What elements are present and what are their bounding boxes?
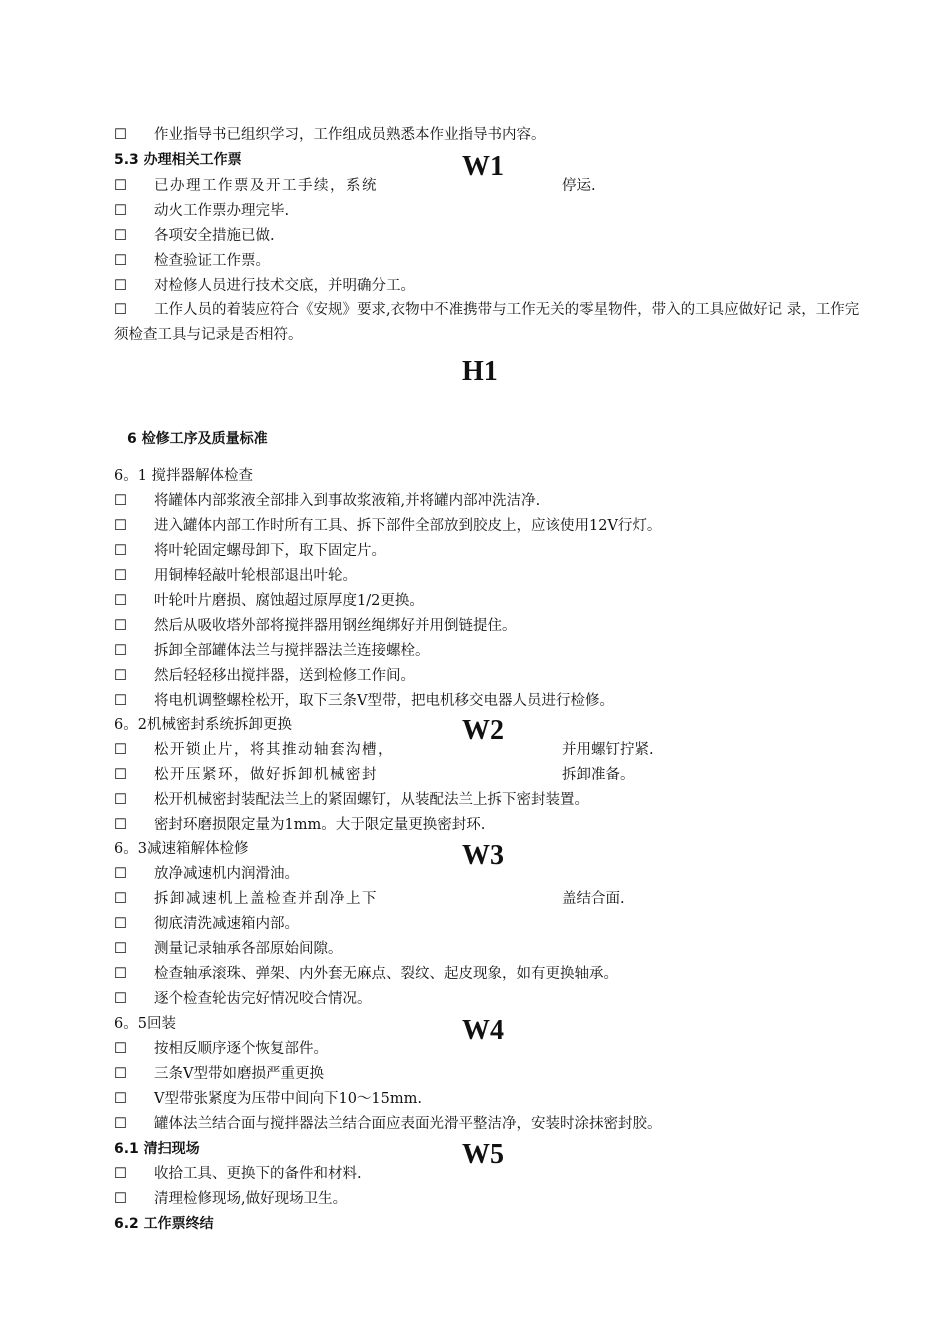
checkbox-icon[interactable]: ☐ <box>114 643 127 659</box>
item-text: 清理检修现场,做好现场卫生。 <box>154 1191 348 1207</box>
checkbox-icon[interactable]: ☐ <box>114 1191 127 1207</box>
checkbox-icon[interactable]: ☐ <box>114 568 127 584</box>
item-text: 然后轻轻移出搅拌器，送到检修工作间。 <box>154 668 415 684</box>
checkbox-icon[interactable]: ☐ <box>114 866 127 882</box>
item-text: 测量记录轴承各部原始间隙。 <box>154 941 343 957</box>
checkbox-icon[interactable]: ☐ <box>114 1066 127 1082</box>
item-text: 罐体法兰结合面与搅拌器法兰结合面应表面光滑平整洁净，安装时涂抹密封胶。 <box>154 1116 662 1132</box>
item-text-right: 并用螺钉拧紧. <box>562 742 654 758</box>
checkbox-icon[interactable]: ☐ <box>114 543 127 559</box>
checkbox-icon[interactable]: ☐ <box>114 916 127 932</box>
checkbox-icon[interactable]: ☐ <box>114 991 127 1007</box>
item-text: 动火工作票办理完毕. <box>154 203 290 219</box>
checklist-item[interactable] <box>114 1089 422 1109</box>
checkbox-icon[interactable]: ☐ <box>114 127 127 143</box>
item-text: 将叶轮固定螺母卸下，取下固定片。 <box>154 543 386 559</box>
section-heading-6: 6 检修工序及质量标准 <box>127 431 268 447</box>
checkbox-icon[interactable]: ☐ <box>114 1091 127 1107</box>
checklist-item[interactable] <box>114 939 343 959</box>
checklist-item[interactable] <box>114 666 415 686</box>
checklist-item[interactable] <box>114 1064 324 1084</box>
checklist-item[interactable] <box>114 815 485 835</box>
checklist-item[interactable] <box>114 1189 347 1209</box>
item-text-right: 停运. <box>562 178 596 194</box>
checkbox-icon[interactable]: ☐ <box>114 493 127 509</box>
checklist-item[interactable] <box>114 641 430 661</box>
checklist-item[interactable] <box>114 1164 362 1184</box>
item-text: 已办理工作票及开工手续，系统 <box>154 178 378 194</box>
item-text: 放净减速机内润滑油。 <box>154 866 299 882</box>
witness-point-w3: W3 <box>462 840 504 871</box>
checkbox-icon[interactable]: ☐ <box>114 668 127 684</box>
item-text: 三条V型带如磨损严重更换 <box>154 1066 324 1082</box>
subsection-heading-ticket-end: 6.2 工作票终结 <box>114 1216 214 1232</box>
witness-point-w1: W1 <box>462 151 504 182</box>
checklist-item[interactable] <box>114 790 589 810</box>
checkbox-icon[interactable]: ☐ <box>114 1116 127 1132</box>
item-text: 检查轴承滚珠、弹架、内外套无麻点、裂纹、起皮现象，如有更换轴承。 <box>154 966 618 982</box>
checklist-item[interactable] <box>114 1114 662 1134</box>
subsection-heading-6-3: 6。3减速箱解体检修 <box>114 841 249 857</box>
item-text: 将电机调整螺栓松开，取下三条V型带，把电机移交电器人员进行检修。 <box>154 693 614 709</box>
item-text: 拆卸全部罐体法兰与搅拌器法兰连接螺栓。 <box>154 643 430 659</box>
checkbox-icon[interactable]: ☐ <box>114 742 129 758</box>
checklist-item[interactable] <box>114 226 275 246</box>
checklist-item[interactable] <box>114 251 270 271</box>
checklist-item[interactable] <box>114 864 299 884</box>
checkbox-icon[interactable]: ☐ <box>114 891 129 907</box>
item-text: 用铜棒轻敲叶轮根部退出叶轮。 <box>154 568 357 584</box>
checklist-item[interactable] <box>114 989 372 1009</box>
checkbox-icon[interactable]: ☐ <box>114 767 129 783</box>
checkbox-icon[interactable]: ☐ <box>114 228 127 244</box>
subsection-heading-6-1: 6。1 搅拌器解体检查 <box>114 468 254 484</box>
subsection-heading-clean: 6.1 清扫现场 <box>114 1141 200 1157</box>
checklist-item[interactable] <box>114 276 415 296</box>
item-text: 密封环磨损限定量为1mm。大于限定量更换密封环. <box>154 817 486 833</box>
item-text: 各项安全措施已做. <box>154 228 275 244</box>
checklist-item[interactable] <box>114 201 289 221</box>
hold-point-h1: H1 <box>462 356 498 387</box>
item-text: 彻底清洗减速箱内部。 <box>154 916 299 932</box>
item-text: 然后从吸收塔外部将搅拌器用钢丝绳绑好并用倒链提住。 <box>154 618 517 634</box>
checkbox-icon[interactable]: ☐ <box>114 302 127 318</box>
checklist-item[interactable] <box>114 1039 328 1059</box>
subsection-heading-6-2: 6。2机械密封系统拆卸更换 <box>114 717 292 733</box>
item-text: 松开压紧环，做好拆卸机械密封 <box>154 767 378 783</box>
checkbox-icon[interactable]: ☐ <box>114 278 127 294</box>
checklist-item[interactable] <box>114 691 614 711</box>
checklist-item[interactable] <box>114 616 517 636</box>
checkbox-icon[interactable]: ☐ <box>114 178 129 194</box>
section-heading-5-3: 5.3 办理相关工作票 <box>114 152 242 168</box>
item-text: V型带张紧度为压带中间向下10～15mm. <box>154 1091 422 1107</box>
checkbox-icon[interactable]: ☐ <box>114 518 127 534</box>
item-text: 叶轮叶片磨损、腐蚀超过原厚度1/2更换。 <box>154 593 424 609</box>
checklist-item[interactable] <box>114 740 394 760</box>
checklist-item[interactable] <box>114 176 378 196</box>
checklist-item[interactable] <box>114 964 618 984</box>
checklist-item[interactable] <box>114 889 378 909</box>
checkbox-icon[interactable]: ☐ <box>114 817 127 833</box>
witness-point-w4: W4 <box>462 1015 504 1046</box>
item-text: 松开锁止片，将其推动轴套沟槽， <box>154 742 394 758</box>
checkbox-icon[interactable]: ☐ <box>114 693 127 709</box>
checklist-item[interactable] <box>114 541 386 561</box>
checkbox-icon[interactable]: ☐ <box>114 253 127 269</box>
checklist-item[interactable] <box>114 566 357 586</box>
item-text-right: 盖结合面. <box>562 891 625 907</box>
checkbox-icon[interactable]: ☐ <box>114 203 127 219</box>
subsection-heading-6-5: 6。5回装 <box>114 1016 176 1032</box>
witness-point-w5: W5 <box>462 1139 504 1170</box>
checkbox-icon[interactable]: ☐ <box>114 792 127 808</box>
checkbox-icon[interactable]: ☐ <box>114 941 127 957</box>
item-text: 作业指导书已组织学习，工作组成员熟悉本作业指导书内容。 <box>154 127 546 143</box>
checklist-item[interactable] <box>114 591 424 611</box>
item-text: 逐个检查轮齿完好情况咬合情况。 <box>154 991 372 1007</box>
item-text: 收拾工具、更换下的备件和材料. <box>154 1166 362 1182</box>
item-text: 对检修人员进行技术交底，并明确分工。 <box>154 278 415 294</box>
item-text: 工作人员的着装应符合《安规》要求,衣物中不准携带与工作无关的零星物件，带入的工具应做好记 录，工作完须检查工具与记录是否相符。 <box>114 302 860 343</box>
checklist-item[interactable] <box>114 491 540 511</box>
item-text: 检查验证工作票。 <box>154 253 270 269</box>
checkbox-icon[interactable]: ☐ <box>114 1041 127 1057</box>
item-text: 松开机械密封装配法兰上的紧固螺钉，从装配法兰上拆下密封装置。 <box>154 792 589 808</box>
checklist-item[interactable] <box>114 298 864 348</box>
item-text: 将罐体内部浆液全部排入到事故浆液箱,并将罐内部冲洗洁净. <box>154 493 541 509</box>
checklist-item[interactable] <box>114 914 299 934</box>
witness-point-w2: W2 <box>462 715 504 746</box>
item-text: 拆卸减速机上盖检查并刮净上下 <box>154 891 378 907</box>
checklist-item[interactable] <box>114 765 378 785</box>
checkbox-icon[interactable]: ☐ <box>114 593 127 609</box>
checkbox-icon[interactable]: ☐ <box>114 1166 127 1182</box>
checklist-item[interactable] <box>114 516 661 536</box>
checklist-item[interactable] <box>114 125 546 145</box>
item-text: 进入罐体内部工作时所有工具、拆下部件全部放到胶皮上，应该使用12V行灯。 <box>154 518 662 534</box>
checkbox-icon[interactable]: ☐ <box>114 618 127 634</box>
item-text-right: 拆卸准备。 <box>562 767 635 783</box>
item-text: 按相反顺序逐个恢复部件。 <box>154 1041 328 1057</box>
checkbox-icon[interactable]: ☐ <box>114 966 127 982</box>
